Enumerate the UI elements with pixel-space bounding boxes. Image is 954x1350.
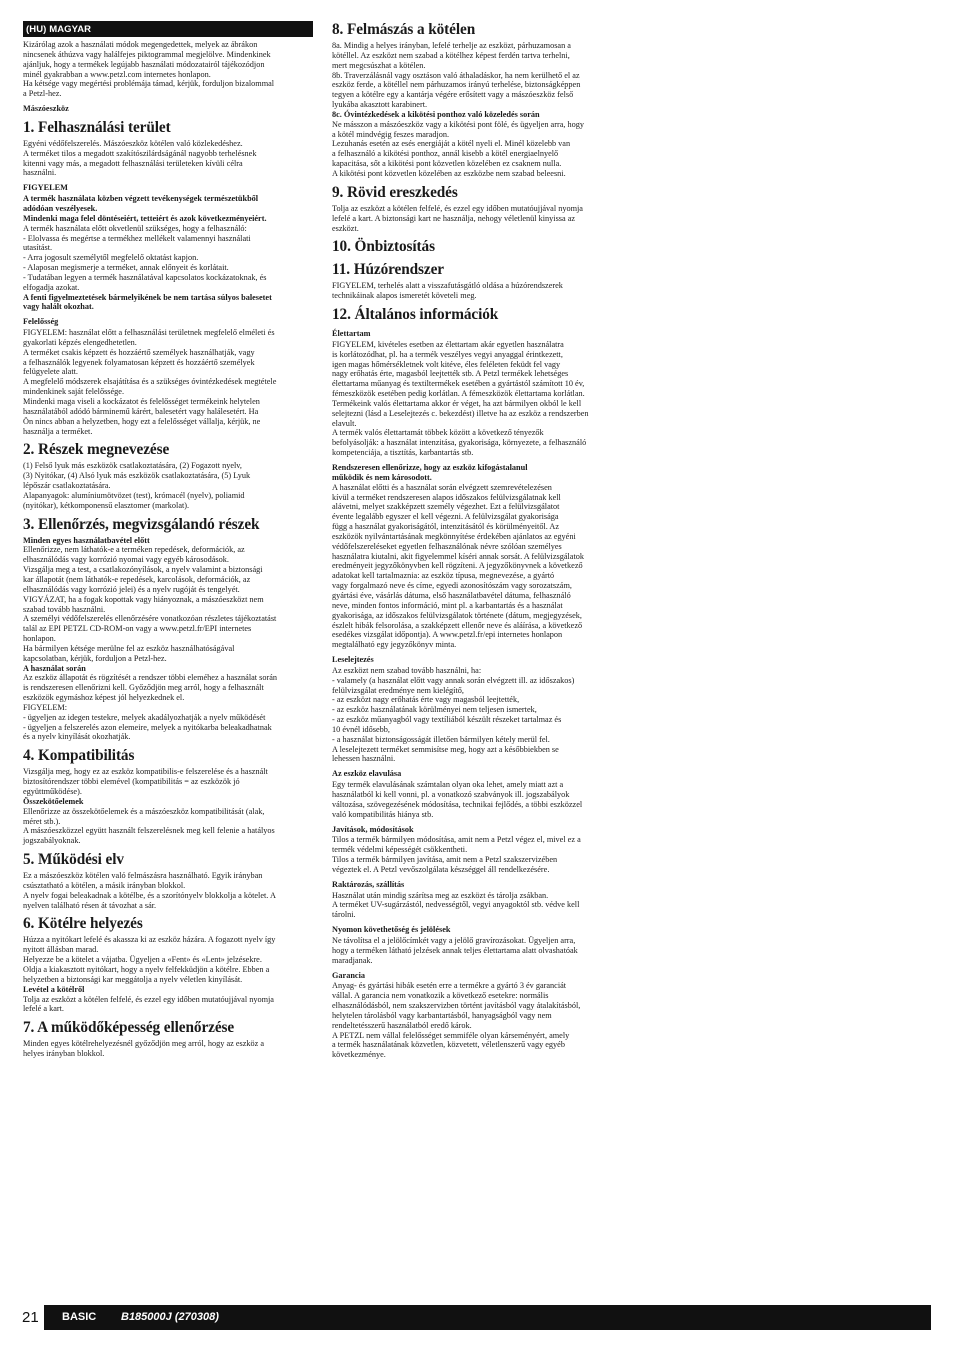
section-heading: 2. Részek megnevezése xyxy=(23,441,170,459)
paragraph: Ellenőrizze, nem láthatók-e a terméken repedések, deformációk, az elhasználódás vagy korrózió nyomai vagy egyéb károsodások. Vizsgálja meg a test, a csatlakozónyílások, a nyelv valamint a biztonsági kar állapotát (nem láthatók-e repedések, karcolások, deformációk, az elhasználódás vagy korrózió jelei) és a nyelv rugóját és tengelyét. VIGYÁZAT, ha a fogak kopottak vagy hiányoznak, a mászóeszközt nem szabad tovább használni. A személyi védőfelszerelés ellenőrzésére vonatkozóan részletes tájékoztatást talál az EPI PETZL CD-ROM-on vagy a www.petzl.fr/EPI internetes honlapon. Ha bármilyen kétsége merülne fel az eszköz használhatóságával kapcsolatban, kérjük, forduljon a Petzl-hez. xyxy=(23,545,277,663)
paragraph: Az eszközt nem szabad tovább használni, ha: - valamely (a használat előtt vagy annak során elvégzett ill. az időszakos) felülvizsgálat eredménye nem kielégítő, - az eszközt nagy erőhatás érte vagy magasból leejtették, - az eszköz használatának körülményei nem teljesen ismertek, - az eszköz műanyagból vagy textíliából készült részeket tartalmaz és 10 évnél idősebb, - a használat biztonságosságát illetően bármilyen kétely merül fel. A leselejtezett terméket semmisítse meg, hogy azt a későbbiekben se lehessen használni. xyxy=(332,665,575,764)
paragraph: FIGYELEM, terhelés alatt a visszafutásgátló oldása a húzórendszerek technikáinak alapos ismeretét követeli meg. xyxy=(332,281,563,301)
language-header: (HU) MAGYAR xyxy=(23,21,313,37)
bold-paragraph: Minden egyes használatbavétel előtt xyxy=(23,535,150,545)
section-heading: 8. Felmászás a kötélen xyxy=(332,21,476,38)
subheading: Garancia xyxy=(332,970,365,980)
section-heading: 6. Kötélre helyezés xyxy=(23,915,143,933)
paragraph: Az eszköz állapotát és rögzítését a rendszer többi eleméhez a használat során is rendszeresen ellenőrizni kell. Győződjön meg arról, hogy a felhasznált eszközök egymáshoz képest jól helyezkednek el. FIGYELEM: - ügyeljen az idegen testekre, melyek akadályozhatják a nyelv működését - ügyeljen a felszerelés azon elemeire, melyek a nyitókarba beleakadhatnak és a nyelv kinyílását okozhatják. xyxy=(23,673,278,742)
paragraph: A használat előtti és a használat során elvégzett szemrevételezésen kívül a terméket rendszeresen alapos időszakos felülvizsgálatnak kell alávetni, melyet szakképzett személy végezhet. Ezt a felülvizsgálatot évente legalább egyszer el kell végezni. A felülvizsgálat gyakorisága függ a használat gyakoriságától, intenzitásától és körülményeitől. Az eszközök nyilvántartásának megkönnyítése érdekében ajánlatos az egyéni védőfelszereléseket egyetlen felhasználónak névre szólóan személyes használatra kiutalni, akit figyelemmel kíséri annak sorsát. A felülvizsgálatok eredményeit jegyzőkönyvben kell rögzíteni. A jegyzőkönyvnek a következő adatokat kell tartalmaznia: az eszköz típusa, megnevezése, a gyártó vagy forgalmazó neve és címe, egyedi azonosítószám vagy sorozatszám, gyártási éve, vásárlás dátuma, első használatbavétel dátuma, felhasználó neve, minden fontos információ, mint pl. a karbantartás és a használat gyakorisága, az időszakos felülvizsgálatok története (dátum, megjegyzések, észlelt hibák felsorolása, a szakképzett ellenőr neve és aláírása, a következő esedékes vizsgálat időpontja). A www.petzl.fr/epi internetes honlapon megtalálható egy jegyzőkönyv minta. xyxy=(332,482,585,650)
subheading: Élettartam xyxy=(332,329,371,339)
paragraph: Egy termék elavulásának számtalan olyan oka lehet, amely miatt azt a használatból ki kell vonni, pl. a vonatkozó szabványok ill. jogszabályok változása, szövegezésének módosítása, technikai fejlődés, a többi eszközzel való kompatibilitás hiánya stb. xyxy=(332,780,583,819)
subheading: Leselejtezés xyxy=(332,655,374,665)
section-heading: 9. Rövid ereszkedés xyxy=(332,183,458,201)
paragraph: Ellenőrizze az összekötőelemek és a mászóeszköz kompatibilitását (alak, méret stb.). A mászóeszközzel együtt használt felszerelésnek meg kell felenie a hatályos jogszabályoknak. xyxy=(23,806,275,846)
section-heading: 7. A működőképesség ellenőrzése xyxy=(23,1019,235,1037)
footer-product: BASIC xyxy=(62,1311,97,1323)
paragraph: Használat után mindig szárítsa meg az eszközt és tárolja zsákban. A terméket UV-sugárzástól, nedvességtől, vegyi anyagoktól stb. védve kell tárolni. xyxy=(332,890,580,920)
paragraph: FIGYELEM: használat előtt a felhasználási területnek megfelelő elméleti és gyakorlati képzés elengedhetetlen. A terméket csakis képzett és hozzáértő személyek használhatják, vagy a felhasználók legyenek folyamatosan képzett és hozzáértő személyek felügyelete alatt. A megfelelő módszerek elsajátítása és a szükséges óvintézkedések megtétele mindenkinek saját felelőssége. Mindenki maga viseli a kockázatot és felelősséget termékeink helytelen használatából adódó bárminemű kárért, balesetért vagy halálesetért. Ha Ön nincs abban a helyzetben, hogy ezt a felelősséget vállalja, kérjük, ne használja a terméket. xyxy=(23,328,277,436)
left-column xyxy=(23,21,313,1059)
paragraph: Kizárólag azok a használati módok megengedettek, melyek az ábrákon nincsenek áthúzva vagy halálfejes piktogrammal megjelölve. Mindenkinek ajánljuk, hogy a termékek legújabb használati módozatairól tájékozódjon minél gyakrabban a www.petzl.com internetes honlapon. Ha kétsége vagy megértési problémája támad, kérjük, forduljon bizalommal a Petzl-hez. xyxy=(23,40,275,99)
subheading: Raktározás, szállítás xyxy=(332,879,405,889)
section-heading: 4. Kompatibilitás xyxy=(23,747,135,765)
section-heading: 5. Működési elv xyxy=(23,851,124,869)
paragraph: Húzza a nyitókart lefelé és akassza ki az eszköz házára. A fogazott nyelv így nyitott állásban marad. Helyezze be a kötelet a vájatba. Ügyeljen a «Fent» és «Lent» jelzésekre. Oldja a kiakasztott nyitókart, hogy a nyelv felfekküdjön a kötélre. Ebben a helyzetben a biztonsági kar meggátolja a nyelv véletlen kinyílását. xyxy=(23,935,276,984)
paragraph: Ne távolítsa el a jelölőcímkét vagy a jelölő gravírozásokat. Ügyeljen arra, hogy a terméken látható jelzések annak teljes élettartama alatt olvashatóak maradjanak. xyxy=(332,935,578,965)
paragraph: Egyéni védőfelszerelés. Mászóeszköz kötélen való közlekedéshez. A terméket tilos a megadott szakítószilárdságánál nagyobb terhelésnek kitenni vagy más, a megadott felhasználási területeken kívüli célra használni. xyxy=(23,138,257,178)
paragraph: Tilos a termék bármilyen módosítása, amit nem a Petzl végez el, mivel ez a termék védelmi képességét csökkentheti. Tilos a termék bármilyen javítása, amit nem a Petzl szakszervizében végeztek el. A Petzl vevőszolgálata készséggel áll rendelkezésére. xyxy=(332,835,581,874)
subheading: Javítások, módosítások xyxy=(332,824,414,834)
bold-paragraph: Összekötőelemek xyxy=(23,796,84,806)
section-heading: 10. Önbiztosítás xyxy=(332,238,435,256)
paragraph: Ne másszon a mászóeszköz vagy a kikötési pont fölé, és ügyeljen arra, hogy a kötél mindvégig feszes maradjon. Lezuhanás esetén az esés energiáját a kötél nyeli el. Minél közelebb van a felhasználó a kikötési ponthoz, annál kisebb a kötél energiaelnyelő kapacitása, sőt a kikötési pont közvetlen közelében ez csaknem nulla. A kikötési pont közvetlen közelében az eszközbe nem szabad beleesni. xyxy=(332,119,585,178)
paragraph: Ez a mászóeszköz kötélen való felmászásra használható. Egyik irányban csúsztatható a kötélen, a másik irányban blokkol. A nyelv fogai beleakadnak a kötélbe, és a szorítónyelv blokkolja a kötelet. A nyelven található résen át távozhat a sár. xyxy=(23,871,276,910)
paragraph: FIGYELEM, kivételes esetben az élettartam akár egyetlen használatra is korlátozódhat, pl. ha a termék veszélyes vegyi anyaggal érintkezett, igen magas hőmérsékletnek volt kitéve, éles feléleten feküdt fel vagy nagy erőhatás érte, magasból leejtették stb. A Petzl termékek lehetséges élettartama műanyag és textiltermékek esetében a gyártástól számított 10 év, fémeszközök esetében pedig korlátlan. A fémeszközök élettartama korlátlan. Termékeink valós élettartama akkor ér véget, ha azt bármilyen okból le kell selejtezni (lásd a Leselejtezés c. bekezdést) illetve ha az eszköz a rendszerben elavult. A termék valós élettartamát többek között a következő tényezők befolyásolják: a használat intenzitása, gyakorisága, környezete, a felhasználó kompetenciája, a tisztítás, karbantartás stb. xyxy=(332,339,589,458)
paragraph: 8a. Mindig a helyes irányban, lefelé terhelje az eszközt, párhuzamosan a kötéllel. Az eszközt nem szabad a kötélhez képest ferdén tartva terhelni, mert megcsúszhat a kötélen. 8b. Traverzálásnál vagy osztáson való áthaladáskor, ha nem kerülhető el az eszköz ferde, a kötéllel nem párhuzamos irányú terhelése, biztonságképpen tegyen a kötélre egy a kantárja végére erősített vagy a mászóeszköz felső lyukába akasztott karabinert. xyxy=(332,41,581,110)
section-heading: 11. Húzórendszer xyxy=(332,261,444,279)
paragraph: (1) Felső lyuk más eszközök csatlakoztatására, (2) Fogazott nyelv, (3) Nyitókar, (4) Alsó lyuk más eszközök csatlakoztatására, (5) Lyuk lépőszár csatlakoztatására. Alapanyagok: alumíniumötvözet (test), krómacél (nyelv), poliamid (nyitókar), kétkomponensű elasztomer (markolat). xyxy=(23,461,251,510)
subheading: Mászóeszköz xyxy=(23,104,69,114)
bold-paragraph: Levétel a kötélről xyxy=(23,984,85,994)
subheading: Nyomon követhetőség és jelölések xyxy=(332,925,451,935)
page-number: 21 xyxy=(22,1309,39,1326)
paragraph: A termék használata előtt okvetlenül szükséges, hogy a felhasználó: - Elolvassa és megértse a termékhez mellékelt valamennyi használati utasítást. - Arra jogosult személytől megfelelő oktatást kapjon. - Alaposan megismerje a terméket, annak előnyeit és korlátait. - Tudatában legyen a termék használatával kapcsolatos kockázatoknak, és elfogadja azokat. xyxy=(23,223,267,292)
subheading: Felelősség xyxy=(23,317,59,327)
bold-paragraph: Rendszeresen ellenőrizze, hogy az eszköz kifogástalanul működik és nem károsodott. xyxy=(332,463,528,482)
section-heading: 1. Felhasználási terület xyxy=(23,118,171,136)
paragraph: Anyag- és gyártási hibák esetén erre a termékre a gyártó 3 év garanciát vállal. A garancia nem vonatkozik a következő esetekre: normális elhasználódásból, nem szakszervizben történt javításból vagy átalakításból, helytelen tárolásból vagy karbantartásból, hanyagságból vagy nem rendeltetésszerű használatból eredő károk. A PETZL nem vállal felelősséget semmiféle olyan kárseményért, amely a termék használatának közvetlen, közvetett, véletlenszerű vagy egyéb következménye. xyxy=(332,981,581,1060)
paragraph: Minden egyes kötélrehelyezésnél győződjön meg arról, hogy az eszköz a helyes irányban blokkol. xyxy=(23,1039,264,1059)
bold-paragraph: 8c. Óvintézkedések a kikötési ponthoz való közeledés során xyxy=(332,109,540,119)
section-heading: 12. Általános információk xyxy=(332,306,499,324)
paragraph: Vizsgálja meg, hogy ez az eszköz kompatibilis-e felszerelése és a használt biztosítórendszer többi elemével (kompatibilitás = az eszközök jó együttműködése). xyxy=(23,767,268,796)
right-column xyxy=(332,21,622,1060)
footer-code: B185000J (270308) xyxy=(121,1311,219,1323)
paragraph: Tolja az eszközt a kötélen felfelé, és ezzel egy időben mutatóujjával nyomja lefelé a kart. xyxy=(23,994,274,1014)
bold-paragraph: A termék használata közben végzett tevékenységek természetükből adódóan veszélyesek. Mindenki maga felel döntéseiért, tetteiért és azok következményeiért. xyxy=(23,194,267,223)
subheading: Az eszköz elavulása xyxy=(332,769,402,779)
paragraph: Tolja az eszközt a kötélen felfelé, és ezzel egy időben mutatóujjával nyomja lefelé a kart. A biztonsági kart ne használja, nehogy véletlenül kinyissa az eszközt. xyxy=(332,203,583,233)
subheading: FIGYELEM xyxy=(23,183,68,193)
footer-bar xyxy=(44,1305,931,1330)
section-heading: 3. Ellenőrzés, megvizsgálandó részek xyxy=(23,515,260,533)
bold-paragraph: A fenti figyelmeztetések bármelyikének be nem tartása súlyos balesetet vagy halált okozhat. xyxy=(23,292,272,312)
bold-paragraph: A használat során xyxy=(23,663,86,673)
